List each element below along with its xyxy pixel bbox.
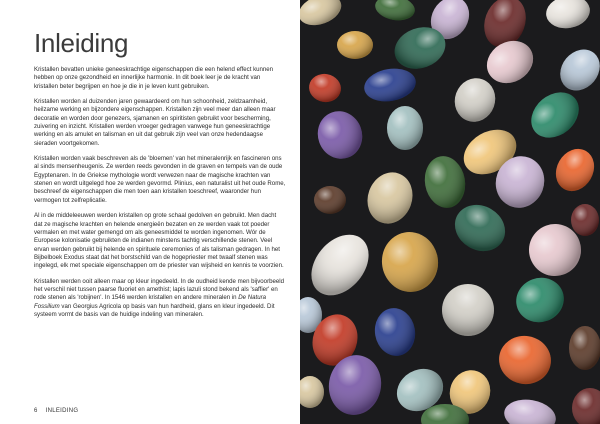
page-footer [34, 408, 78, 414]
paragraph: Al in de middeleeuwen werden kristallen op grote schaal gedolven en gebruikt. Men dacht dat ze magische krachten en helende energieën bezaten en ze werden vaak tot poeder vermalen en met water gemengd om als geneesmiddel te worden ingenomen. Wór de Europese kolonisatie gebruikten de indianen minstens tachtig verschillende stenen. Veel ervan werden gebruikt bij helende en spirituele ceremonies of als talisman gedragen. In het Bijbelboek Exodus staat dat het borstschild van de hogepriester met twaalf stenen was ingelegd, elk met speciale eigenschappen om de priester van wijsheid en kennis te voorzien. [34, 212, 284, 270]
gemstones-photo [300, 0, 600, 424]
running-head: INLEIDING [45, 408, 79, 414]
page-number: 6 [34, 408, 38, 414]
gemstone [314, 186, 346, 214]
book-title: De Natura Fossilium [34, 294, 267, 310]
paragraph: Kristallen bevatten unieke geneeskrachtige eigenschappen die een helend effect kunnen hebben op onze gezondheid en innerlijke harmonie. In dit boek leer je de kracht van kristallen beter begrijpen en hoe je die in je leven kunt gebruiken. [34, 66, 274, 90]
paragraph-text-tail: van Georgius Agricola op basis van hun hardheid, glans en kleur ingedeeld. Dit systeem vormt de basis van de huidige indeling van mineralen. [34, 302, 275, 318]
paragraph: Kristallen worden al duizenden jaren gewaardeerd om hun schoonheid, zeldzaamheid, heilzame werking en bijzondere eigenschappen. Kristallen zijn veel meer dan alleen maar decoratie en worden door genezers, sjamanen en spiritisten gebruikt voor bescherming, zuivering en inzicht. Kristallen werden vroeger gedragen vanwege hun geneeskrachtige werking en als amulet en talisman en uit dat gebruik zijn veel van onze hedendaagse sieraden voortgekomen. [34, 98, 276, 147]
gemstone [569, 326, 600, 370]
paragraph [34, 278, 286, 320]
body-text [34, 66, 286, 326]
gemstone [337, 31, 373, 59]
gemstone [387, 106, 423, 150]
gemstone [571, 204, 599, 236]
gemstones-image [300, 0, 600, 424]
paragraph-text: Kristallen werden ooit alleen maar op kleur ingedeeld. In de oudheid kende men bijvoorbeeld het verschil niet tussen paarse fluoriet en amethist; lapis lazuli stond bekend als 'saffier' en rode stenen als 'robijnen'. In 1546 werden kristallen en andere mineralen in [34, 277, 285, 302]
paragraph: Kristallen worden vaak beschreven als de 'bloemen' van het mineralenrijk en fascineren ons al sinds mensenheugenis. Ze werden reeds gevonden in de graven en tempels van de oude Egyptenaren. In de Griekse mythologie wordt verwezen naar de magische krachten van stenen en wordt uitgelegd hoe ze werden gevormd. Plinius, een naturalist uit het oude Rome, beschreef de eigenschappen die men toen aan kristallen toeschreef, waaronder hun vermogen tot zelfreplicatie. [34, 155, 286, 204]
page-title: Inleiding [34, 28, 129, 58]
